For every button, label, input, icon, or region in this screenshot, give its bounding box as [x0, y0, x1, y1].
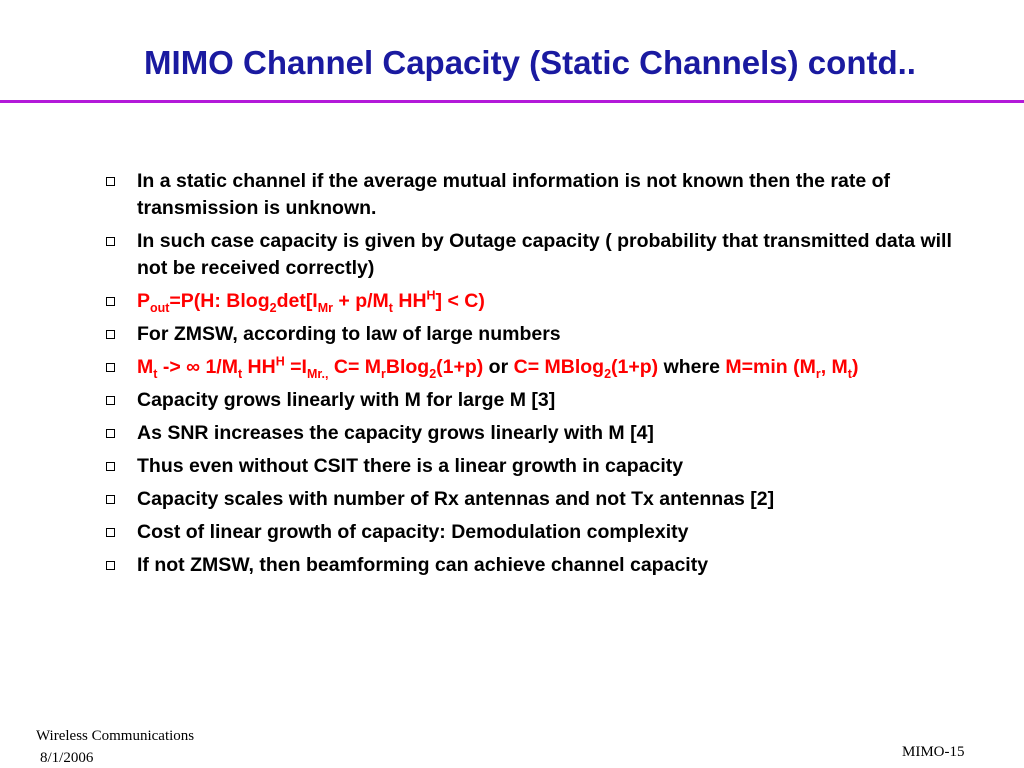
bullet-text: Capacity grows linearly with M for large M [3]: [137, 389, 556, 411]
bullet-item: [104, 519, 964, 546]
outage-formula: $P_{out}=P(H$: $Blog_2\det[I_{Mr} + p/M_t$ $HH^H] < C$): [137, 288, 485, 315]
slide-title: MIMO Channel Capacity (Static Channels) contd..: [144, 44, 916, 81]
bullet-item: [104, 387, 964, 414]
footer-course: Wireless Communications: [36, 728, 195, 744]
bullet-item-outage-formula: [104, 288, 964, 315]
square-bullet-icon: [106, 177, 115, 186]
bullet-item: [104, 453, 964, 480]
square-bullet-icon: [106, 462, 115, 471]
bullet-text: In such case capacity is given by Outage capacity ( probability that transmitted data will not be received correctly): [137, 230, 952, 279]
square-bullet-icon: [106, 495, 115, 504]
bullet-list: [104, 168, 964, 585]
bullet-text: If not ZMSW, then beamforming can achieve channel capacity: [137, 554, 709, 576]
square-bullet-icon: [106, 528, 115, 537]
bullet-item: [104, 420, 964, 447]
bullet-item-capacity-formula: [104, 354, 964, 381]
bullet-text: For ZMSW, according to law of large numbers: [137, 323, 561, 345]
bullet-text: Cost of linear growth of capacity: Demodulation complexity: [137, 521, 689, 543]
square-bullet-icon: [106, 297, 115, 306]
bullet-text: As SNR increases the capacity grows linearly with M [4]: [137, 422, 654, 444]
square-bullet-icon: [106, 363, 115, 372]
square-bullet-icon: [106, 396, 115, 405]
bullet-item: [104, 486, 964, 513]
bullet-item: [104, 552, 964, 579]
bullet-item: [104, 228, 964, 282]
bullet-text: Capacity scales with number of Rx antennas and not Tx antennas [2]: [137, 488, 775, 510]
footer-date: 8/1/2006: [40, 750, 94, 766]
title-divider: [0, 100, 1024, 103]
square-bullet-icon: [106, 429, 115, 438]
square-bullet-icon: [106, 330, 115, 339]
bullet-text: Thus even without CSIT there is a linear growth in capacity: [137, 455, 684, 477]
bullet-item: [104, 321, 964, 348]
bullet-text: In a static channel if the average mutual information is not known then the rate of transmission is unknown.: [137, 170, 891, 219]
footer-slide-number: MIMO-15: [902, 744, 965, 760]
capacity-formula: $M_t$ -> ∞ $1/M_t$ $HH^H =I_{Mr.,}$ $C= M_rBlog_2(1+p)$ or C= MBlog$_2$(1+p) where M=min ($M_r$, $M_t$): [137, 354, 859, 381]
square-bullet-icon: [106, 237, 115, 246]
bullet-item: [104, 168, 964, 222]
square-bullet-icon: [106, 561, 115, 570]
